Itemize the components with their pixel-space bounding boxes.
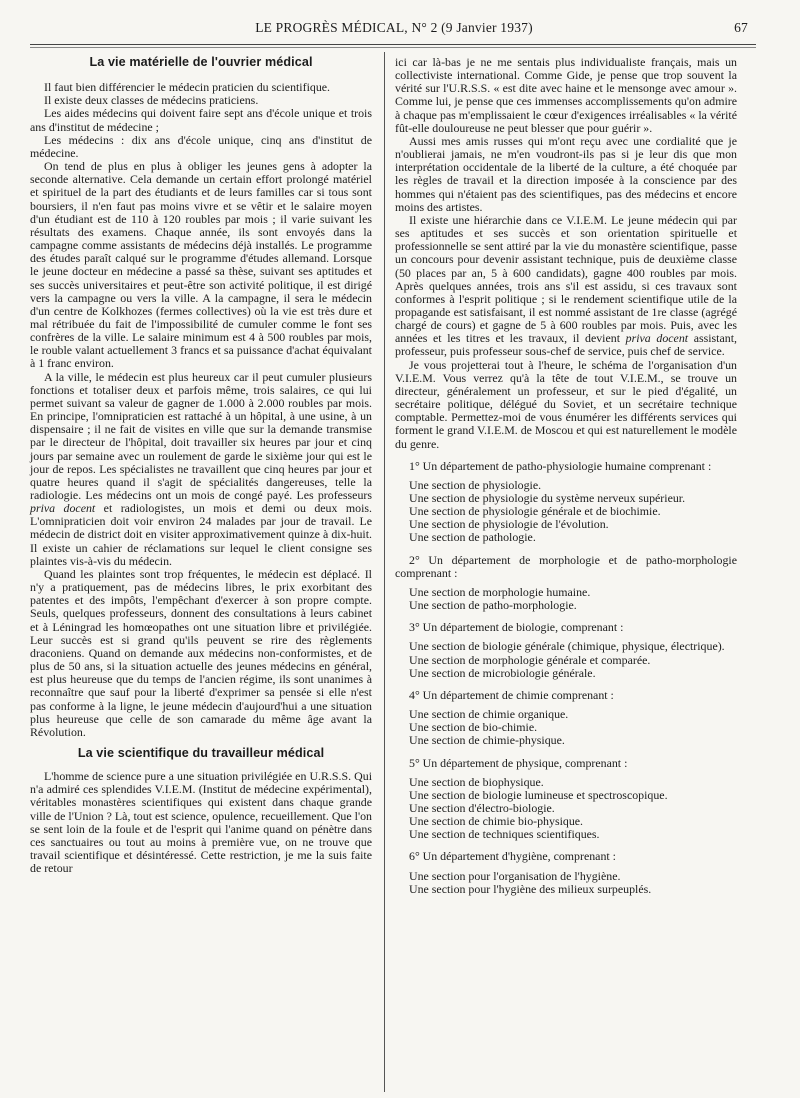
- list-item: Une section de pathologie.: [409, 530, 536, 545]
- journal-title: LE PROGRÈS MÉDICAL, N° 2 (9 Janvier 1937): [255, 20, 533, 35]
- list-item: Une section de chimie organique.: [409, 707, 569, 722]
- paragraph: L'homme de science pure a une situation privilégiée en U.R.S.S. Qui n'a admiré ces splendides V.I.E.M. (Institut de médecine expérimental), véritables monastères scientifiques qui existent dans chaque grande ville de l'Union ? Là, tout est science, opulence, recueillement. Que l'on se sent loin de la foule et de l'esprit qui l'anime quand on pénètre dans ces sanctuaires ou tout au moins à première vue, on ne trouve que travail scientifique et désintéressé. Cette restriction, je me la suis faite de retour: [30, 769, 372, 876]
- department-heading: 1° Un département de patho-physiologie humaine comprenant :: [409, 458, 712, 473]
- paragraph: Je vous projetterai tout à l'heure, le schéma de l'organisation d'un V.I.E.M. Vous verrez qu'à la tête de tout V.I.E.M., se trouve un directeur, généralement un professeur, et sur le pied d'égalité, un secrétaire politique, délégué du Soviet, et un secrétaire technique comptable. Permettez-moi de vous énumérer les différents services qui forment le grand V.I.E.M. de Moscou et qui est naturellement le modèle du genre.: [395, 357, 737, 451]
- paragraph: Il existe deux classes de médecins praticiens.: [44, 93, 259, 108]
- list-item: Une section de biologie générale (chimique, physique, électrique).: [409, 639, 725, 654]
- list-item: Une section de techniques scientifiques.: [409, 827, 600, 842]
- italic-term: priva docent: [625, 331, 689, 346]
- list-item: Une section pour l'organisation de l'hygiène.: [409, 868, 621, 883]
- text-run: et radiologistes, un mois et demi ou deux mois. L'omnipraticien doit voir environ 24 malades par jour de travail. Le médecin de district doit en visiter approximativement quinze à dix-huit. Il existe un cahier de réclamations sur lequel le client consigne ses plaintes vis-à-vis du médecin.: [30, 501, 372, 568]
- left-column: [30, 56, 372, 875]
- list-item: Une section de bio-chimie.: [409, 720, 538, 735]
- list-item: Une section de chimie bio-physique.: [409, 814, 584, 829]
- list-item: Une section de chimie-physique.: [409, 733, 565, 748]
- list-item: Une section de microbiologie générale.: [409, 665, 596, 680]
- page-number: 67: [734, 20, 748, 35]
- paragraph: Quand les plaintes sont trop fréquentes, le médecin est déplacé. Il n'y a pratiquement, pas de médecins libres, le prix exorbitant des patentes et des impôts, l'empêchant d'exercer à son propre compte. Seuls, quelques professeurs, donnent des consultations à leurs cabinet et à Léningrad les homœopathes ont une situation libre et privilégiée. Leur succès est si grand qu'ils peuvent se rire des règlements draconiens. Quand on demande aux médecins non-conformistes, et de plus de 50 ans, si la situation actuelle des jeunes médecins en général, est plus heureuse que du temps de l'ancien régime, ils sont unanimes à reconnaître que sauf pour la liberté d'exprimer sa pensée si elle n'est pas conforme à la ligne, le jeune médecin d'aujourd'hui a une situation plus heureuse que celle de son camarade du même âge avant la Révolution.: [30, 566, 372, 739]
- paragraph: [30, 371, 372, 568]
- list-item: Une section d'électro-biologie.: [409, 800, 555, 815]
- list-item: Une section de morphologie générale et comparée.: [409, 652, 651, 667]
- text-run: Il existe une hiérarchie dans ce V.I.E.M. Le jeune médecin qui par ses aptitudes et ses succès et son orientation spirituelle et professionnelle se sent attiré par la vie du monastère scientifique, passe un concours pour devenir assistant technique, puis de deuxième classe (50 places par an, 5 à 600 candidats), gagne 400 roubles par mois. Après quelques années, trois ans s'il est assidu, si ces travaux sont conformes à l'esprit politique ; si le rendement scientifique utile de la propagande est satisfaisant, il est nommé assistant de 1re classe (agrégé chargé de cours) et gagne de 5 à 600 roubles par mois. Puis, avec les années et les titres et les travaux, il devient: [395, 212, 737, 346]
- paragraph: ici car là-bas je ne me sentais plus individualiste français, mais un collectiviste international. Comme Gide, je pense que trop souvent la vérité sur l'U.R.S.S. « est dite avec haine et le mensonge avec amour ». Comme lui, je pense que ces immenses accomplissements qu'on admire à chaque pas m'emplissaient le cœur d'exigences irréalisables « la vérité fût-elle douloureuse ne peut blesser que pour guérir ».: [395, 55, 737, 135]
- department-heading: 6° Un département d'hygiène, comprenant :: [409, 849, 616, 864]
- list-item: Une section de physiologie générale et de biochimie.: [409, 504, 661, 519]
- department-heading: 2° Un département de morphologie et de patho-morphologie comprenant :: [395, 552, 737, 580]
- column-divider: [384, 52, 385, 1092]
- list-item: Une section pour l'hygiène des milieux surpeuplés.: [409, 881, 652, 896]
- department-heading: 3° Un département de biologie, comprenant :: [409, 620, 624, 635]
- list-item: Une section de morphologie humaine.: [409, 584, 591, 599]
- paragraph: Aussi mes amis russes qui m'ont reçu avec une cordialité que je n'oublierai jamais, ne m'en voudront-ils pas si je leur dis que mon interprétation occidentale de la liberté de la culture, a été choquée par les règles de travail et la direction imposée à la conscience par des hommes qui n'étaient pas des scientifiques, pas des médecins et encore moins des artistes.: [395, 133, 737, 214]
- list-item: Une section de biophysique.: [409, 774, 544, 789]
- text-run: A la ville, le médecin est plus heureux car il peut cumuler plusieurs fonctions et totaliser deux et parfois même, trois salaires, ce qui lui permet suivant sa valeur de gagner de 1.000 à 2.000 roubles par mois. En principe, l'omnipraticien est rattaché à un hôpital, à une usine, à un dispensaire ; il ne fait de visites en ville que sur la demande transmise par le directeur de l'hôpital, doit travailler six heures par jour et cinq jours par semaine avec un roulement de garde le sixième jour qui est le jour de repos. Les spécialistes ne travaillent que cinq heures par jour et quatre heures quand il s'agit de spécialités dangereuses, telle la radiologie. Les médecins ont un mois de congé payé. Les professeurs: [30, 369, 372, 502]
- section-heading-scientific-life: La vie scientifique du travailleur médical: [77, 745, 325, 760]
- list-item: Une section de physiologie de l'évolution.: [409, 517, 609, 532]
- department-heading: 5° Un département de physique, comprenant :: [409, 755, 628, 770]
- paragraph: Les médecins : dix ans d'école unique, cinq ans d'institut de médecine.: [30, 132, 372, 160]
- list-item: Une section de biologie lumineuse et spectroscopique.: [409, 787, 668, 802]
- department-heading: 4° Un département de chimie comprenant :: [409, 687, 614, 702]
- paragraph: Il faut bien différencier le médecin praticien du scientifique.: [44, 80, 331, 95]
- paragraph: On tend de plus en plus à obliger les jeunes gens à adopter la seconde alternative. Cela demande un certain effort prolongé matériel et spirituel de la part des étudiants et de leurs familles car si tous sont boursiers, il n'en faut pas moins vivre et se vêtir et le salaire moyen d'un étudiant est de 110 à 120 roubles par mois ; il varie suivant les résultats des examens. Chaque année, ils sont envoyés dans la campagne comme assistants de médecins déjà installés. Le programme des études paraît calqué sur le programme d'études allemand. Lorsque le jeune docteur en médecine a passé sa thèse, suivant ses aptitudes et ses succès universitaires et peut-être son activité politique, il est dirigé vers la campagne ou vers la ville. A la campagne, il sera le médecin d'un centre de Kolkhozes (fermes collectives) où la vie est très dure et mal rétribuée du fait de l'impossibilité de cumuler comme le font ses confrères de la ville. Le salaire minimum est 4 à 500 roubles par mois, le rouble valant actuellement 3 francs et sa puissance d'achat équivalant à 1 franc environ.: [30, 159, 372, 371]
- paragraph: [395, 214, 737, 359]
- text-run: assistant, professeur, puis professeur sous-chef de service, puis chef de service.: [395, 331, 737, 359]
- header-rule: [30, 44, 756, 45]
- list-item: Une section de physiologie.: [409, 477, 542, 492]
- italic-term: priva docent: [30, 501, 96, 516]
- right-column: [395, 56, 737, 896]
- section-heading-material-life: La vie matérielle de l'ouvrier médical: [89, 55, 313, 69]
- running-header: [40, 20, 748, 40]
- list-item: Une section de patho-morphologie.: [409, 598, 577, 613]
- list-item: Une section de physiologie du système nerveux supérieur.: [409, 491, 686, 505]
- header-rule-thin: [30, 47, 756, 48]
- paragraph: Les aides médecins qui doivent faire sept ans d'école unique et trois ans d'institut de médecine ;: [30, 106, 372, 134]
